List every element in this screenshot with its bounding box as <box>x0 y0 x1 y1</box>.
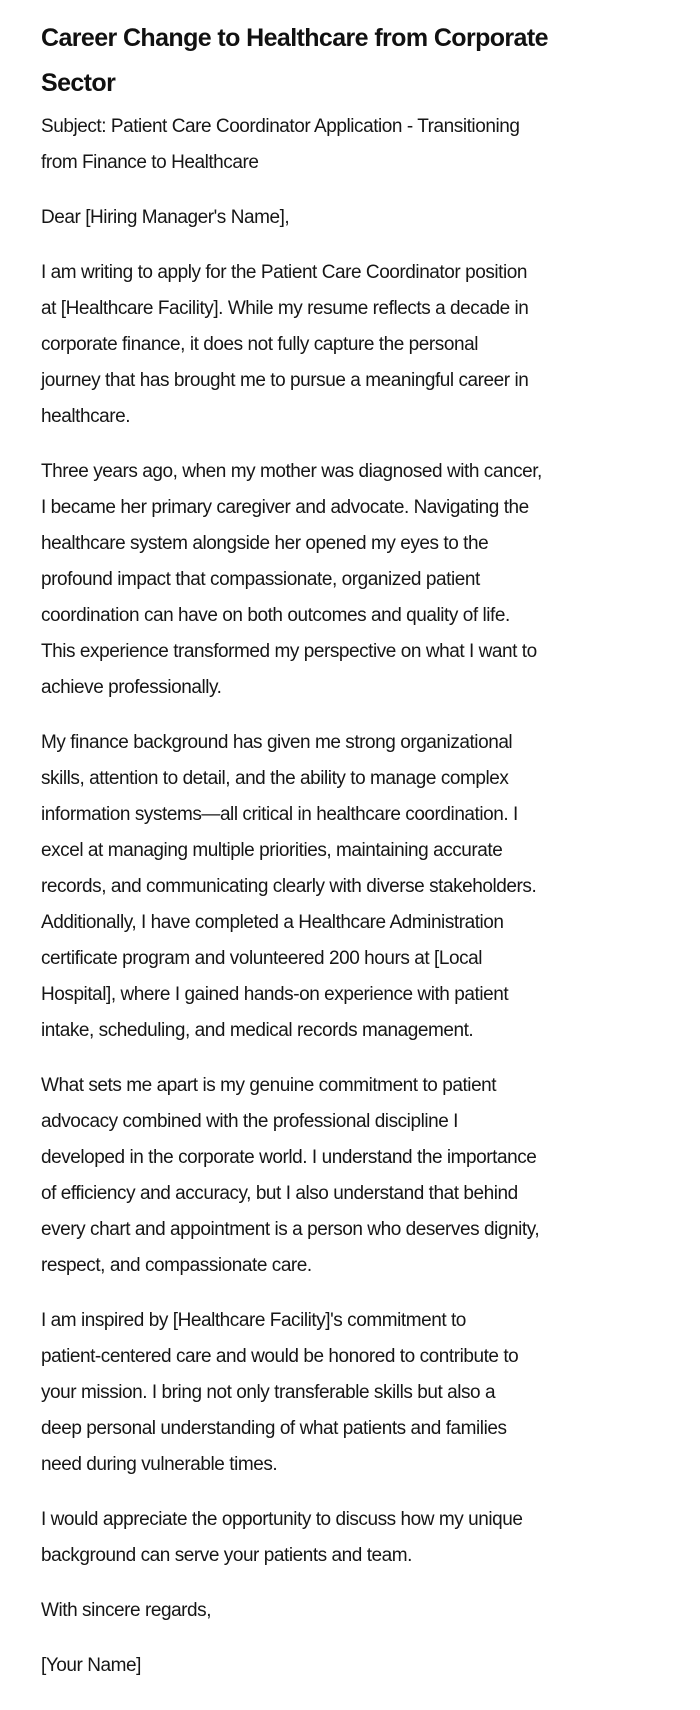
title-line: Sector <box>41 69 116 97</box>
paragraph-line: My finance background has given me strong organizational <box>41 732 513 753</box>
signature-text: [Your Name] <box>41 1655 141 1676</box>
paragraph-line: I would appreciate the opportunity to discuss how my unique <box>41 1509 523 1530</box>
paragraph-line: What sets me apart is my genuine commitment to patient <box>41 1075 497 1096</box>
subject-text-line: from Finance to Healthcare <box>41 152 259 173</box>
letter-title <box>41 16 651 106</box>
paragraph-line: records, and communicating clearly with diverse stakeholders. <box>41 876 537 897</box>
paragraph-line: your mission. I bring not only transferable skills but also a <box>41 1382 496 1403</box>
paragraph-line: certificate program and volunteered 200 hours at [Local <box>41 948 483 969</box>
paragraph-line: I am inspired by [Healthcare Facility]'s commitment to <box>41 1310 466 1331</box>
title-line: Career Change to Healthcare from Corporate <box>41 24 548 52</box>
paragraph-line: healthcare. <box>41 406 131 427</box>
closing <box>41 1593 651 1629</box>
signature <box>41 1648 651 1684</box>
paragraph-line: patient-centered care and would be honored to contribute to <box>41 1346 519 1367</box>
paragraph-line: respect, and compassionate care. <box>41 1255 312 1276</box>
paragraph-line: need during vulnerable times. <box>41 1454 278 1475</box>
paragraph-line: advocacy combined with the professional discipline I <box>41 1111 459 1132</box>
paragraph-line: developed in the corporate world. I understand the importance <box>41 1147 537 1168</box>
paragraph-line: deep personal understanding of what patients and families <box>41 1418 507 1439</box>
body-paragraph-personal-story <box>41 454 651 706</box>
paragraph-line: intake, scheduling, and medical records management. <box>41 1020 474 1041</box>
paragraph-line: healthcare system alongside her opened my eyes to the <box>41 533 489 554</box>
paragraph-line: I became her primary caregiver and advocate. Navigating the <box>41 497 529 518</box>
paragraph-line: This experience transformed my perspective on what I want to <box>41 641 537 662</box>
subject-text-line: Subject: Patient Care Coordinator Application - Transitioning <box>41 116 520 137</box>
paragraph-line: achieve professionally. <box>41 677 222 698</box>
subject-line <box>41 109 651 181</box>
body-paragraph-skills <box>41 725 651 1049</box>
paragraph-line: excel at managing multiple priorities, maintaining accurate <box>41 840 503 861</box>
paragraph-line: journey that has brought me to pursue a meaningful career in <box>41 370 529 391</box>
body-paragraph-differentiator <box>41 1068 651 1284</box>
paragraph-line: profound impact that compassionate, organized patient <box>41 569 480 590</box>
body-paragraph-closing-request <box>41 1502 651 1574</box>
paragraph-line: background can serve your patients and team. <box>41 1545 412 1566</box>
paragraph-line: skills, attention to detail, and the ability to manage complex <box>41 768 509 789</box>
paragraph-line: corporate finance, it does not fully capture the personal <box>41 334 478 355</box>
paragraph-line: of efficiency and accuracy, but I also understand that behind <box>41 1183 518 1204</box>
paragraph-line: coordination can have on both outcomes and quality of life. <box>41 605 510 626</box>
paragraph-line: at [Healthcare Facility]. While my resume reflects a decade in <box>41 298 529 319</box>
body-paragraph-intro <box>41 255 651 435</box>
paragraph-line: Hospital], where I gained hands-on experience with patient <box>41 984 509 1005</box>
paragraph-line: every chart and appointment is a person who deserves dignity, <box>41 1219 540 1240</box>
paragraph-line: I am writing to apply for the Patient Care Coordinator position <box>41 262 527 283</box>
salutation <box>41 200 651 236</box>
paragraph-line: Three years ago, when my mother was diagnosed with cancer, <box>41 461 542 482</box>
body-paragraph-motivation <box>41 1303 651 1483</box>
salutation-text: Dear [Hiring Manager's Name], <box>41 207 290 228</box>
closing-text: With sincere regards, <box>41 1600 212 1621</box>
paragraph-line: information systems—all critical in healthcare coordination. I <box>41 804 518 825</box>
paragraph-line: Additionally, I have completed a Healthcare Administration <box>41 912 504 933</box>
